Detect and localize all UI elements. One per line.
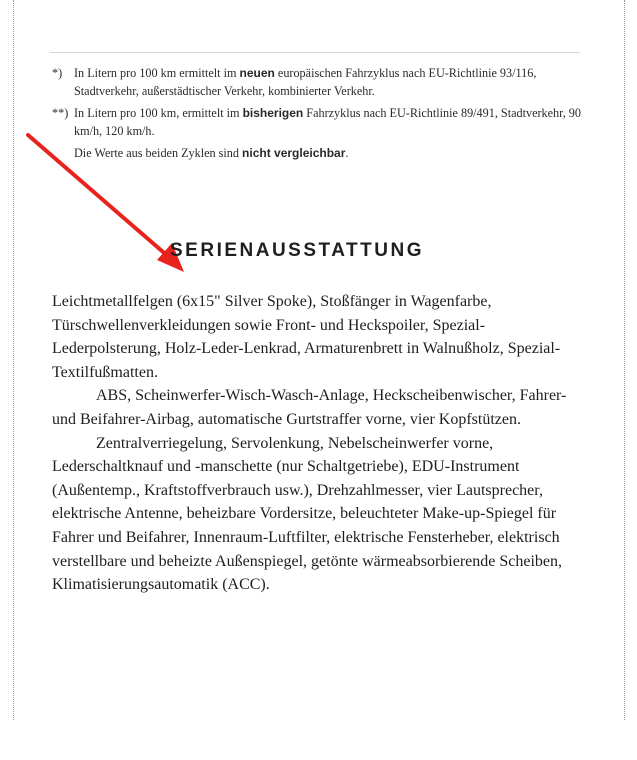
arrow-shaft (28, 135, 170, 258)
footnote-emphasis: neuen (239, 66, 275, 80)
comparison-note-text: . (345, 146, 349, 160)
paragraph: Leichtmetallfelgen (6x15" Silver Spoke), Stoßfänger in Wagenfarbe, Türschwellenverkleidungen sowie Front- und Heckspoiler, Spezial-Lederpolsterung, Holz-Leder-Lenkrad, Armaturenbrett in Walnußholz, Spezial-Textilfußmatten. (52, 293, 561, 381)
section-heading: SERIENAUSSTATTUNG (170, 240, 424, 261)
paragraph: ABS, Scheinwerfer-Wisch-Wasch-Anlage, Heckscheibenwischer, Fahrer- und Beifahrer-Airbag, automatische Gurtstraffer vorne, vier Kopfstützen. (52, 387, 567, 428)
footnote-marker: **) (52, 106, 69, 120)
comparison-note-emphasis: nicht vergleichbar (242, 146, 346, 160)
footnote-emphasis: bisherigen (242, 106, 304, 120)
comparison-note-text: Die Werte aus beiden Zyklen sind (74, 146, 243, 160)
paragraph: Zentralverriegelung, Servolenkung, Nebelscheinwerfer vorne, Lederschaltknauf und -manschette (nur Schaltgetriebe), EDU-Instrument (Außentemp., Kraftstoffverbrauch usw.), Drehzahlmesser, vier Lautsprecher, elektrische Antenne, beheizbare Vordersitze, beleuchteter Make-up-Spiegel für Fahrer und Beifahrer, Innenraum-Luftfilter, elektrische Fensterheber, elektrisch verstellbare und beheizte Außenspiegel, getönte wärmeabsorbierende Scheiben, Klimatisierungsautomatik (ACC). (52, 434, 563, 594)
equipment-description (52, 290, 582, 597)
footnote-marker: *) (52, 66, 63, 80)
footnote-text: Fahrzyklus nach EU-Richtlinie 89/491, Stadtverkehr, 90 km/h, 120 km/h. (74, 106, 581, 138)
footnote-text: In Litern pro 100 km ermittelt im (74, 66, 240, 80)
footnote-text: In Litern pro 100 km, ermittelt im (74, 106, 243, 120)
footnote-text: europäischen Fahrzyklus nach EU-Richtlinie 93/116, Stadtverkehr, außerstädtischer Verkehr, kombinierter Verkehr. (74, 66, 537, 98)
